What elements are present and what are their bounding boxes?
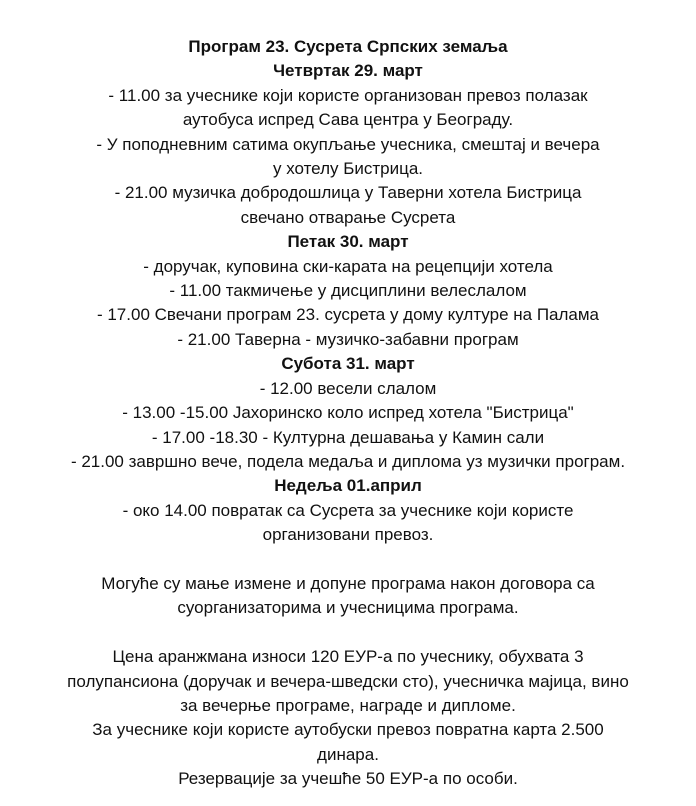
spacer — [0, 548, 696, 572]
program-title: Програм 23. Сусрета Српских земаља — [188, 37, 508, 56]
program-line: свечано отварање Сусрета — [240, 207, 456, 227]
day-thursday — [0, 59, 696, 230]
program-line: - 11.00 за учеснике који користе организован превоз полазак — [108, 85, 588, 105]
program-line: - доручак, куповина ски-карата на рецепцији хотела — [143, 256, 553, 276]
program-line: аутобуса испред Сава центра у Београду. — [182, 110, 514, 130]
spacer — [0, 621, 696, 645]
day-sunday — [0, 474, 696, 547]
program-line: - 21.00 музичка добродошлица у Таверни хотела Бистрица — [114, 183, 582, 203]
day-heading: Субота 31. март — [281, 354, 415, 374]
program-line: - 17.00 -18.30 - Културна дешавања у Камин сали — [151, 427, 545, 447]
note-line: суорганизаторима и учесницима програма. — [177, 598, 519, 618]
pricing-info — [0, 645, 696, 791]
day-friday — [0, 230, 696, 352]
pricing-line: за вечерње програме, награде и дипломе. — [180, 695, 516, 715]
pricing-line: полупансиона (доручак и вечера-шведски сто), учесничка мајица, вино — [67, 671, 629, 691]
program-line: - 17.00 Свечани програм 23. сусрета у дому културе на Палама — [96, 305, 600, 325]
program-line: организовани превоз. — [262, 525, 434, 545]
note-line: Могуће су мање измене и допуне програма након договора са — [101, 573, 595, 593]
day-heading: Петак 30. март — [287, 232, 409, 252]
program-line: - 21.00 завршно вече, подела медаља и диплома уз музички програм. — [70, 451, 626, 471]
pricing-line: За учеснике који користе аутобуски превоз повратна карта 2.500 — [92, 720, 604, 740]
program-line: - У поподневним сатима окупљање учесника, смештај и вечера — [96, 134, 600, 154]
program-document — [0, 35, 696, 792]
program-notes — [0, 572, 696, 621]
pricing-line: динара. — [317, 744, 379, 764]
pricing-line: Резервације за учешће 50 ЕУР-а по особи. — [178, 769, 518, 789]
day-heading: Четвртак 29. март — [273, 61, 423, 81]
day-saturday — [0, 352, 696, 474]
program-line: у хотелу Бистрица. — [272, 159, 424, 179]
program-line: - 13.00 -15.00 Јахоринско коло испред хотела "Бистрица" — [122, 403, 574, 423]
program-line: - 21.00 Таверна - музичко-забавни програм — [177, 329, 519, 349]
program-line: - 12.00 весели слалом — [259, 378, 437, 398]
program-line: - 11.00 такмичење у дисциплини велеслалом — [169, 281, 527, 301]
pricing-line: Цена аранжмана износи 120 ЕУР-а по учеснику, обухвата 3 — [112, 647, 584, 667]
day-heading: Недеља 01.април — [274, 476, 422, 496]
program-line: - око 14.00 повратак са Сусрета за учеснике који користе — [122, 500, 574, 520]
